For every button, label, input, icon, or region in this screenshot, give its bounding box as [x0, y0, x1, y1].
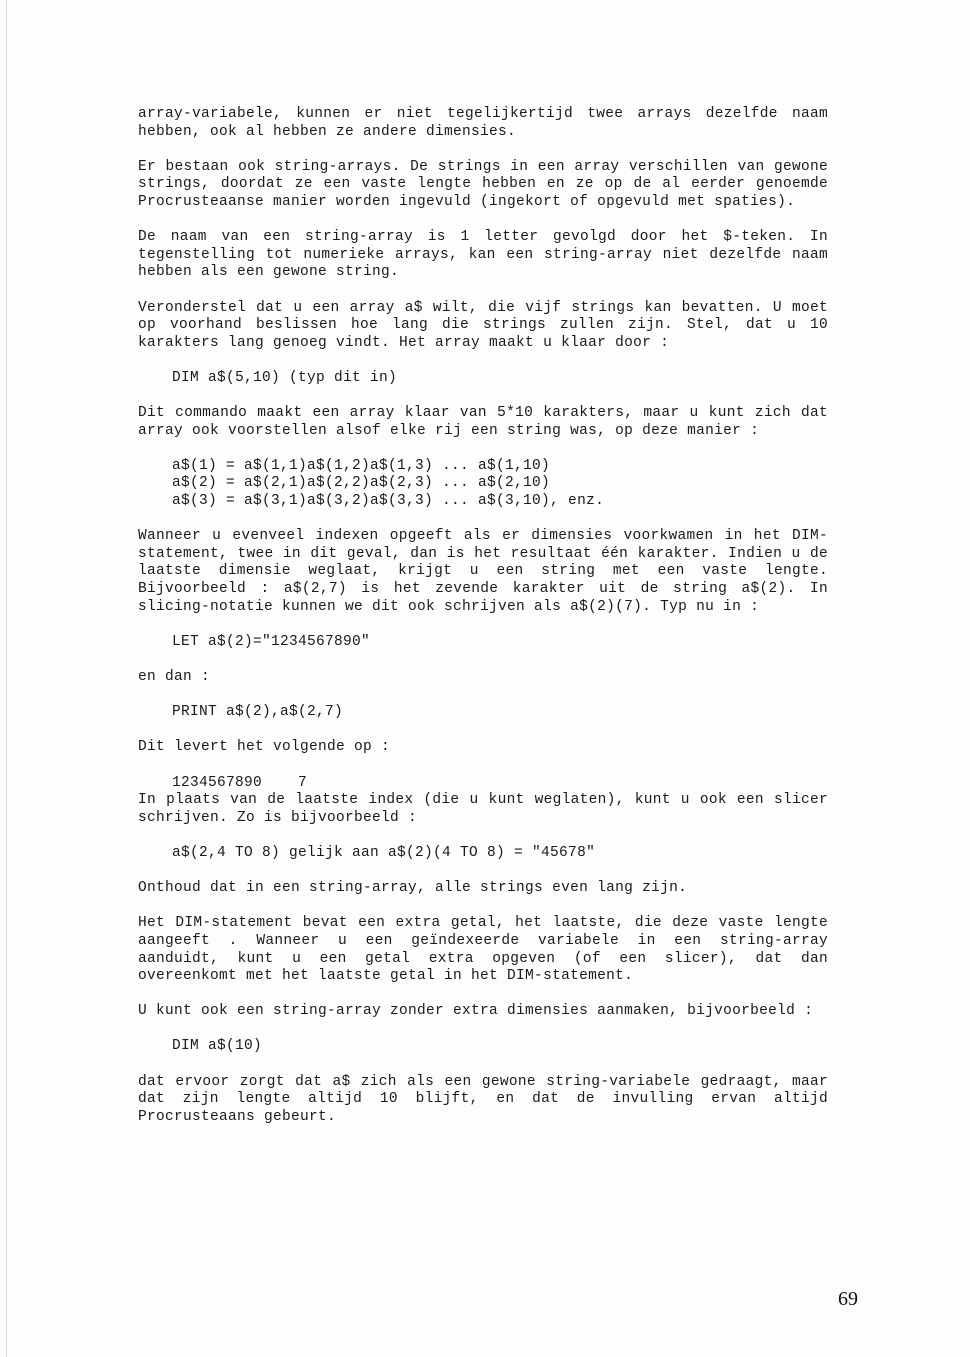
paragraph-9: In plaats van de laatste index (die u kunt weglaten), kunt u ook een slicer schrijven. Zo is bijvoorbeeld : — [138, 792, 828, 826]
page-edge — [6, 0, 7, 1357]
paragraph-4: Veronderstel dat u een array a$ wilt, die vijf strings kan bevatten. U moet op voorhand beslissen hoe lang die strings zullen zijn. Stel, dat u 10 karakters lang genoeg vindt. Het array maakt u klaar door : — [138, 299, 828, 351]
code-dim-example: DIM a$(5,10) (typ dit in) — [172, 369, 398, 386]
page-number: 69 — [838, 1288, 858, 1310]
paragraph-10: Onthoud dat in een string-array, alle strings even lang zijn. — [138, 880, 688, 897]
paragraph-12: U kunt ook een string-array zonder extra dimensies aanmaken, bijvoorbeeld : — [138, 1003, 814, 1020]
paragraph-5: Dit commando maakt een array klaar van 5*10 karakters, maar u kunt zich dat array ook voorstellen alsof elke rij een string was, op deze manier : — [138, 405, 828, 439]
paragraph-3: De naam van een string-array is 1 letter gevolgd door het $-teken. In tegenstelling tot numerieke arrays, kan een string-array niet dezelfde naam hebben als een gewone string. — [138, 229, 828, 281]
page-body — [138, 106, 828, 1144]
code-let-example: LET a$(2)="1234567890" — [172, 633, 371, 650]
code-print-example: PRINT a$(2),a$(2,7) — [172, 704, 344, 721]
paragraph-1: array-variabele, kunnen er niet tegelijkertijd twee arrays dezelfde naam hebben, ook al hebben ze andere dimensies. — [138, 106, 828, 140]
paragraph-11: Het DIM-statement bevat een extra getal, het laatste, die deze vaste lengte aangeeft . Wanneer u een geïndexeerde variabele in een string-array aanduidt, kunt u een getal extra opgeven (of een slicer), dat dan overeenkomt met het laatste getal in het DIM-statement. — [138, 915, 828, 985]
code-dim-string: DIM a$(10) — [172, 1038, 263, 1055]
paragraph-8: Dit levert het volgende op : — [138, 739, 391, 756]
paragraph-7: en dan : — [138, 669, 211, 685]
paragraph-2: Er bestaan ook string-arrays. De strings in een array verschillen van gewone strings, doordat ze een vaste lengte hebben en ze op de al eerder genoemde Procrusteaanse manier worden ingevuld (ingekort of opgevuld met spaties). — [138, 158, 828, 210]
code-array-rows: a$(1) = a$(1,1)a$(1,2)a$(1,3) ... a$(1,10) a$(2) = a$(2,1)a$(2,2)a$(2,3) ... a$(2,10) a$(3) = a$(3,1)a$(3,2)a$(3,3) ... a$(3,10), enz. — [172, 457, 605, 510]
code-output: 1234567890 7 — [172, 774, 308, 791]
paragraph-13: dat ervoor zorgt dat a$ zich als een gewone string-variabele gedraagt, maar dat zijn lengte altijd 10 blijft, en dat de invulling ervan altijd Procrusteaans gebeurt. — [138, 1073, 828, 1125]
code-slicer-example: a$(2,4 TO 8) gelijk aan a$(2)(4 TO 8) = "45678" — [172, 844, 596, 861]
paragraph-6: Wanneer u evenveel indexen opgeeft als er dimensies voorkwamen in het DIM-statement, twee in dit geval, dan is het resultaat één karakter. Indien u de laatste dimensie weglaat, krijgt u een string met een vaste lengte. Bijvoorbeeld : a$(2,7) is het zevende karakter uit de string a$(2). In slicing-notatie kunnen we dit ook schrijven als a$(2)(7). Typ nu in : — [138, 528, 828, 615]
